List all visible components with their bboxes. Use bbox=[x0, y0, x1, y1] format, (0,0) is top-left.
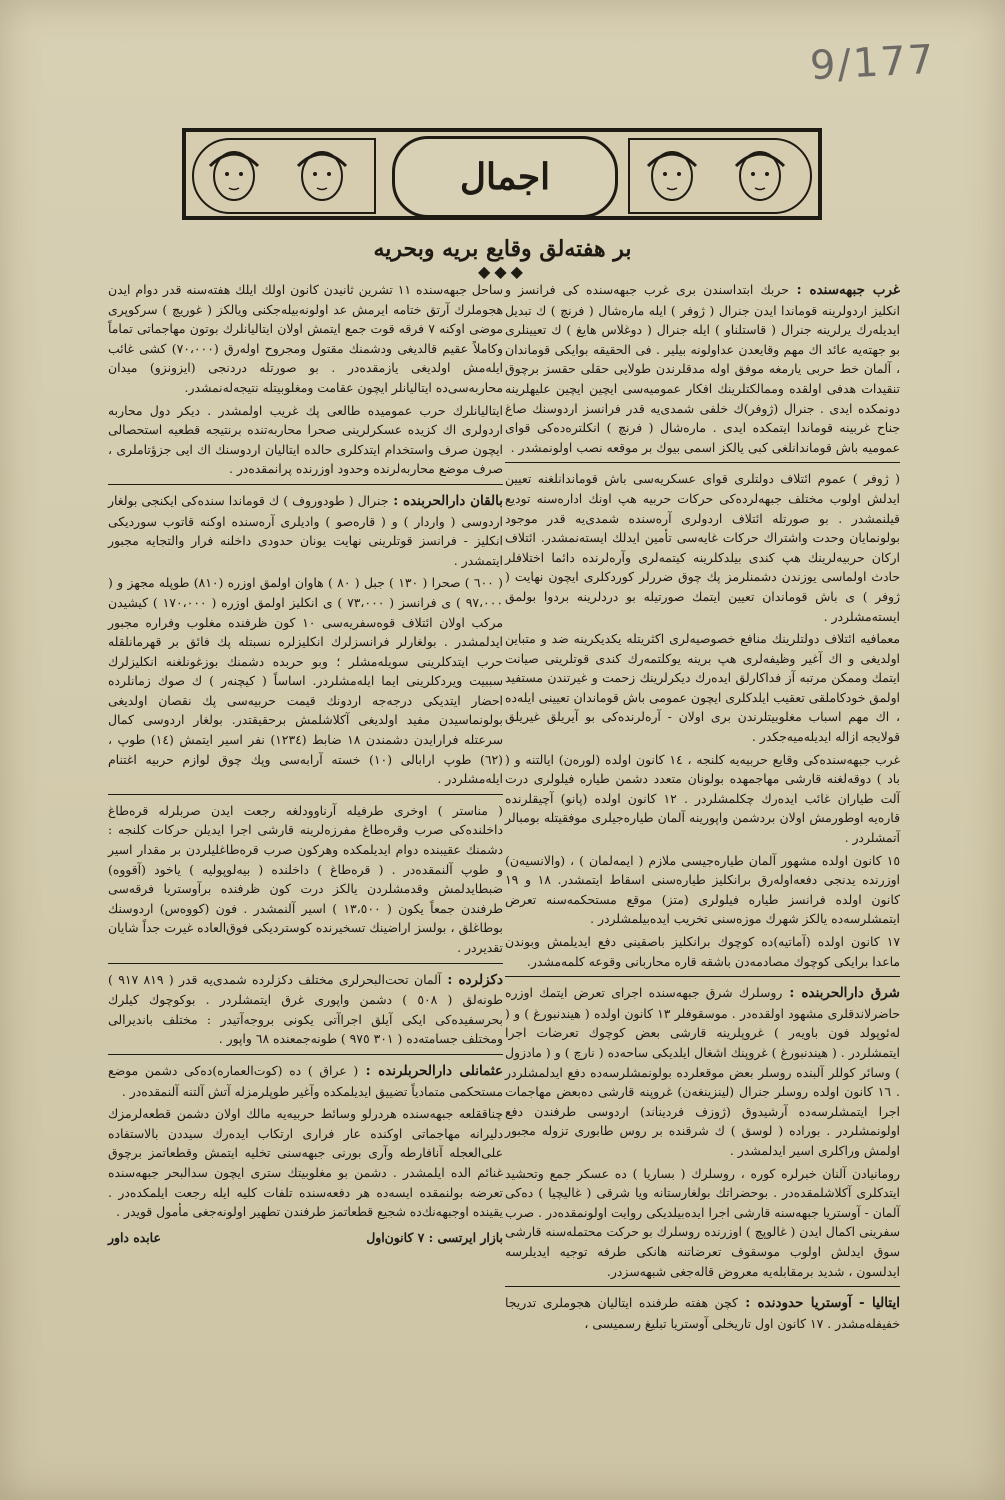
right-column bbox=[505, 280, 900, 1336]
article-paragraph bbox=[505, 629, 900, 747]
article-paragraph bbox=[108, 573, 503, 789]
article-paragraph bbox=[505, 1164, 900, 1282]
section-rule bbox=[108, 794, 503, 795]
article-paragraph bbox=[108, 801, 503, 958]
section-rule bbox=[108, 1054, 503, 1055]
article-paragraph bbox=[108, 970, 503, 1049]
section-rule bbox=[505, 976, 900, 977]
paragraph-text: رومانیادن آلنان خبرلره كوره ، روسلرك ( بساریا ) ده عسكر جمع وتحشید ایتدكلری آكلاشلمقده‌در . بوحضراتك بولغارستانه ویا شرقی ( غالیچیا ) ده‌كی آلمان - آوستریا جبهه‌سنه قارشی اجرا ایده‌بیلدیكی روایت اولونمقده‌در . صرب سفرینی اكمال ایدن ( غالوپچ ) اوزرنده روسلرك بو حركت محتمله‌سنه قارشی سوق ایدلش اولوب موسقوف تعرضاتنه هانكی طرفه توجیه ایدیلرسه ایدلسون ، شدید برمقابله‌یه معروض قاله‌جغی شبهه‌سزدر. bbox=[505, 1165, 900, 1279]
paragraph-text: غرب جبهه‌سنده‌كی وقایع حربیه‌یه كلنجه ، ١٤ كانون اولده (لورەن) ایالتنه و ( باد ) دوقه‌لغنه قارشی مهاجمهده بولونان متعدد دشمن طیاره فیلولری درت آلت طیاران غائب ایدەرك چكلمشلردر . ١٢ كانون اولده (پانو) آچیقلرنده قارەیه اوطورمش اولان بردشمن واپورینه آلمان طیاره‌جیلری موفقیتله بومبالر آتمشلردر . bbox=[505, 751, 900, 846]
section-heading: دكزلرده : bbox=[441, 971, 503, 988]
article-paragraph bbox=[505, 1293, 900, 1333]
face-illustration-icon bbox=[288, 142, 356, 206]
paragraph-text: ١٥ كانون اولده مشهور آلمان طیاره‌جیسی ملازم ( ایمەلمان ) ، (والانسیەن) اوزرنده یدنجی دفعه‌اوله‌رق برانكلیز طیاره‌سنی اسقاط ایتمشدر. ١٨ و ١٩ كانون اولده فرانسز طیاره فیلولری (متز) موقع مستحكمه‌سنه تعرض ایتمشلرسه‌ده یالكز شهرك موزه‌سنی تخریب ایده‌بیلمشلردر . bbox=[505, 852, 900, 927]
masthead-title-frame bbox=[392, 136, 618, 218]
article-headline: بر هفته‌لق وقایع بریه وبحریه bbox=[373, 236, 632, 262]
paragraph-text: آلمان تحت‌البحرلری مختلف دكزلرده شمدی‌یه قدر ( ٨١٩ ٩١٧ ) طونه‌لق ( ٥٠٨ ) دشمن واپوری غرق ایتمشلردر . بوكوچوك كیلرك بحرسفیده‌كی ایكی آیلق اجراآتی یكونی بروجه‌آتیدر : مختلف باندیرالی ومختلف جسامته‌ده ( ٣٠١ ٩٧٥ ) طونه‌جمعنده ٦٨ واپور . bbox=[108, 971, 503, 1047]
paragraph-text: ( ژوفر ) عموم ائتلاف دولتلری قوای عسكریه‌سی باش قوماندانلغنه تعیین ایدلش اولوب مختلف جبهه‌لرده‌كی حركات حربیه هپ اونك اداره‌سنه تودیع قیلنمشدر . بو صورتله ائتلاف اردولری آره‌سنده شمدی‌یه قدر موجود بولونمایان وحدت واشتراك حركات غایه‌سی تأمین ایدلك ایستەنمشدر. ائتلاف اركان حربیه‌لرینك هپ كندی بیلدكلرینه كیتمه‌لری وآره‌لرنده دائما اختلافلر حادث اولماسی یوزندن دشمنلرمز پك چوق ضررلر كوردكلری ایچون نهایت ( ژوفر ) ی باش قوماندان تعیین ایتمك صورتیله بو دردلرینه بردوا بولمق ایسته‌مشلردر . bbox=[505, 471, 900, 624]
paragraph-text: كچن هفته طرفنده ایتالیان هجوملری تدریجا خفیفله‌مشدر . ١٧ كانون اول تاریخلی آوستریا تبلیغ رسمیسی ، bbox=[505, 1295, 900, 1331]
section-heading: عثمانلی دارالحربلرنده : bbox=[358, 1062, 503, 1079]
paragraph-text: ( عراق ) ده (كوت‌العماره)ده‌كی دشمن موضع مستحكمی متمادیاً تضییق ایدیلمكده وآغیر طوپلرمزله آتش آلتنه آلنمقده‌در . bbox=[108, 1062, 503, 1099]
article-paragraph bbox=[505, 983, 900, 1160]
paragraph-text: جنرال ( طودوروف ) ك قوماندا سنده‌كی ایكنجی بولغار اردوسی ( واردار ) و ( قاره‌صو ) وادیلری آره‌سنده اوكنه قاتوب سوردیكی انكلیز - فرانسز قوتلرینی نهایت یونان حدودی داخلنه فرار والتجایه مجبور ایتمشدر . bbox=[108, 492, 503, 568]
face-illustration-icon bbox=[200, 142, 268, 206]
section-heading: غرب جبهه‌سنده : bbox=[788, 282, 900, 298]
paragraph-text: ( مناستر ) اوخری طرفیله آرناوودلغه رجعت ایدن صربلرله قره‌طاغ داخلنده‌كی صرب وقره‌طاغ مفرزه‌لرینه قارشی اجرا ایدیلن حركات كلنجه : دشمنك عقیبنده دوام ایدیلمكده وهركون صرب قره‌طاغلیلردن بر مقدار اسیر و طوپ آلنمقده‌در . ( قره‌طاغ ) داخلنده ( بیه‌لوپولیه ) یاخود (آقووه) ضبطایدلمش وقدمشلردن یالكز درت كون ظرفنده برآوستریا فرقه‌سی طرفندن جمعاً یكون ( ١٣،٥٠٠ ) اسیر آلنمشدر . فون (كووەس) اردوسنك بوطاغلق ، بولسز اراضینك تسخیرنده كوستردیكی فوق‌العاده غیرت جداً شایان تقدیردر . bbox=[108, 802, 503, 955]
article-paragraph bbox=[108, 401, 503, 479]
section-heading: ایتالیا - آوستریا حدودنده : bbox=[737, 1295, 900, 1312]
ornament-divider: ◆◆◆ bbox=[478, 262, 527, 281]
paragraph-text: چناققلعه جبهه‌سنده هردرلو وسائط حربیه‌یه مالك اولان دشمن قطعه‌لرمزك دلیرانه مهاجماتی اوكنده عار فراری ارتكاب ایدەرك سیددن بالاستفاده علی‌العجله آنافارطه وآری بورنی جبهه‌سنی تخلیه ایتمش وقطعاتمز برچوق غنائم الده ایلمشدر . دشمن بو مغلوبیتك ستری ایچون سدالبحر جبهه‌سنده تعرضه بولنمقده ایسه‌ده هر دفعه‌سنده تلفات كلیه ایله رجعت ایلمكده‌در . یقینده اوجبهه‌نك‌ده شجیع قطعاتمز طرفندن تطهیر اولونه‌جغی مأمول قویدر . bbox=[108, 1106, 503, 1220]
paragraph-text: معمافیه ائتلاف دولتلرینك منافع خصوصیه‌لری اكثریتله یكدیكرینه ضد و متباین اولدیغی و اك آغیر وظیفه‌لری هپ برینه یوكلتمەرك كندی قوتلرینی صیانت ایتمك وممكن مرتبه آز فداكارلق ایدەرك دیكرلرینك زحمت و غیرتندن مستفید اولمق خودكاملقی تعقیب ایلدكلری ایچون عمومی باش قوماندان تعیینی ایله‌ده ، اك مهم اسباب مغلوبیتلرندن بری اولان - آره‌لرنده‌كی بو آیریلق غیریلق قولایجه ازاله ایدیله‌میه‌جكدر . bbox=[505, 631, 900, 745]
section-heading: بالقان دارالحربنده : bbox=[388, 492, 503, 509]
section-rule bbox=[108, 963, 503, 964]
masthead-banner bbox=[182, 128, 822, 220]
left-column bbox=[108, 280, 503, 1247]
article-paragraph bbox=[108, 1104, 503, 1222]
section-rule bbox=[108, 484, 503, 485]
face-illustration-icon bbox=[638, 142, 706, 206]
article-paragraph bbox=[108, 1061, 503, 1101]
face-illustration-icon bbox=[726, 142, 794, 206]
paragraph-text: ساحل جبهه‌سنده ١١ تشرین ثانیدن كانون اولك ایلك هفته‌سنه قدر دوام ایدن هجوملرك آرتق ختامه ایرمش عد اولونه‌بیله‌جكنی ویالكز ( غوریچ ) سركوپری موضی اوكنه ٧ فرقه قوت جمع ایتمش اولان ایتالیانلرك بوتون مهاجماتی تماماً وكاملاً عقیم قالدیغی ودشمنك مقتول ومجروح اولەرق (٧٠،٠٠٠) كشی غائب ایله‌مش اولدیغی یازمقده‌در . بو صورتله دردنجی (ایزونزو) میدان محاربه‌سی‌ده ایتالیانلر ایچون عقامت ومغلوبیتله نتیجه‌له‌نمشدر. bbox=[108, 282, 504, 395]
paragraph-text: حربك ابتداسندن بری غرب جبهه‌سنده كی فرانسز و انكلیز اردولرینه قوماندا ایدن جنرال ( ژوفر ) ایله مارەشال ( فرنچ ) ك تبدیل ایدیلەرك یرلرینه جنرال ( قاستلناو ) ایله جنرال ( دوغلاس هایغ ) ك تعیینلری بو جهتەیه عائد اك مهم وقایعدن عداولونه بیلیر . فی الحقیقه بوایكی قوماندان ، آلمان خط حربی یارمغه موفق اوله مدقلرندن طولایی حقلی حقسز برچوق تنقیدات هدفی اولقده وممالكتلرینك افكار عمومیه‌سی ایچین ایچین علیهلرینه دونمكده ایدی . جنرال (ژوفر)ك خلفی شمدی‌یه قدر فرانسز اردوسنك صاغ جناح غربینه قوماندا ایتمكده ایدی . مارەشال ( فرنچ ) انكلتره‌ده‌كی قوای عمومیه باش قوماندانلغی كبی یالكز اسمی بیوك بر موقعه نصب اولونمشدر . bbox=[505, 282, 900, 455]
paragraph-text: ١٧ كانون اولده (آماتیه)ده كوچوك برانكلیز باصقینی دفع ایدیلمش وبوندن ماعدا برایكی كوچوك مصادمه‌دن باشقه قاره محاربانی وقوعه كلمەمشدر. bbox=[505, 934, 900, 969]
author-signature: عابده داور bbox=[108, 1229, 161, 1245]
footer-row bbox=[108, 1228, 503, 1248]
paragraph-text: روسلرك شرق جبهه‌سنده اجرای تعرض ایتمك اوزره حاضرلاندقلری مشهود اولقده‌در . موسقوفلر ١٣ كانون اولده ( هیندنبورغ ) و ( لەئوپولد فون باویەر ) غروپلرینه قارشی بعض كوچوك تعرضات اجرا ایتمشلردر . ( هیندنبورغ ) غروپنك اشغال ایلدیكی ساحه‌ده ( نارچ ) و ( مادزول ) وسائر كوللر آلبنده روسلر بعض موقعلرده بولونمشلرسه‌ده دفع ایدلمشلردر . ١٦ كانون اولده روسلر جنرال (لینزینغەن) غروپنه قارشی دەبعض مهاجمات اجرا ایتمشلرسه‌ده آرشیدوق (ژوزف فردیناند) اردوسی طرفندن دفع اولونمشلردر . بوراده ( لوسق ) ك شرقنده بر روس طابوری تزوله مجبور اولمش وراكلری اسیر ایدلمشدر . bbox=[505, 985, 900, 1158]
article-paragraph bbox=[505, 280, 900, 457]
section-heading: شرق دارالحربنده : bbox=[782, 985, 900, 1002]
article-paragraph bbox=[505, 851, 900, 929]
paragraph-text: ( ٦٠٠ ) صحرا ( ١٣٠ ) جبل ( ٨٠ ) هاوان اولمق اوزره (٨١٠) طوپله مجهز و ( ٩٧،٠٠٠ ) ی فرانسز ( ٧٣،٠٠٠ ) ی انكلیز اولمق اوزره ( ١٧٠،٠٠٠ ) كیشیدن مركب اولان ائتلاف قوه‌سفریه‌سی ١٠ كون ظرفنده مغلوب وفراره مجبور ایدلمشدر . بولغارلر فرانسزلرك انكلیزلره نسبتله پك فائق بر قهرمانلقله حرب ایتدكلرینی سویله‌مشلر ؛ وبو حربده دشمنك بوزغونلغنه انكلیزلرك سببیت ویردكلرینی ایما ایله‌مشلردر. اساساً ( كیچنەر ) ك صوك زمانلرده احضار ایتدیكی درجه‌جه اردونك قیمت حربیه‌سی پك نقصان اولدیغی بولونماسیدن مفید اولدیغی آكلاشلمش برحقیقتدر. بولغار اردوسی كمال سرعتله فرارایدن دشمندن ١٨ ضابط (١٢٣٤) نفر اسیر ایتمش (١٤) طوپ ، (٦٢) طوپ ارابالی (١٠) خسته آرابه‌سی وپك چوق لوازم حربیه اغتنام ایله‌مشلردر . bbox=[108, 575, 504, 787]
article-paragraph bbox=[108, 491, 503, 570]
section-rule bbox=[505, 1286, 900, 1287]
issue-date: بازار ایرتسی : ٧ كانون‌اول bbox=[366, 1229, 503, 1245]
article-paragraph bbox=[505, 932, 900, 971]
article-paragraph bbox=[108, 280, 503, 398]
section-rule bbox=[505, 462, 900, 463]
paragraph-text: ایتالیانلرك حرب عمومیده طالعی پك غریب اولمشدر . دیكر دول محاربه اردولری اك كزیده عسكرلرینی صحرا محاربه‌تنده برنتیجه قطعیه استحصالی ایچون صرف واستخدام ایتدكلری حالده ایتالیان اردوسنك اك ایی جزؤتاملری ، صرف موضع محاربه‌لرنده وحدود اوزرنده پرانمقده‌در . bbox=[108, 402, 503, 477]
masthead-title: اجمال bbox=[459, 156, 551, 198]
article-paragraph bbox=[505, 469, 900, 626]
article-paragraph bbox=[505, 750, 900, 848]
catalog-number: 9/177 bbox=[808, 36, 937, 90]
